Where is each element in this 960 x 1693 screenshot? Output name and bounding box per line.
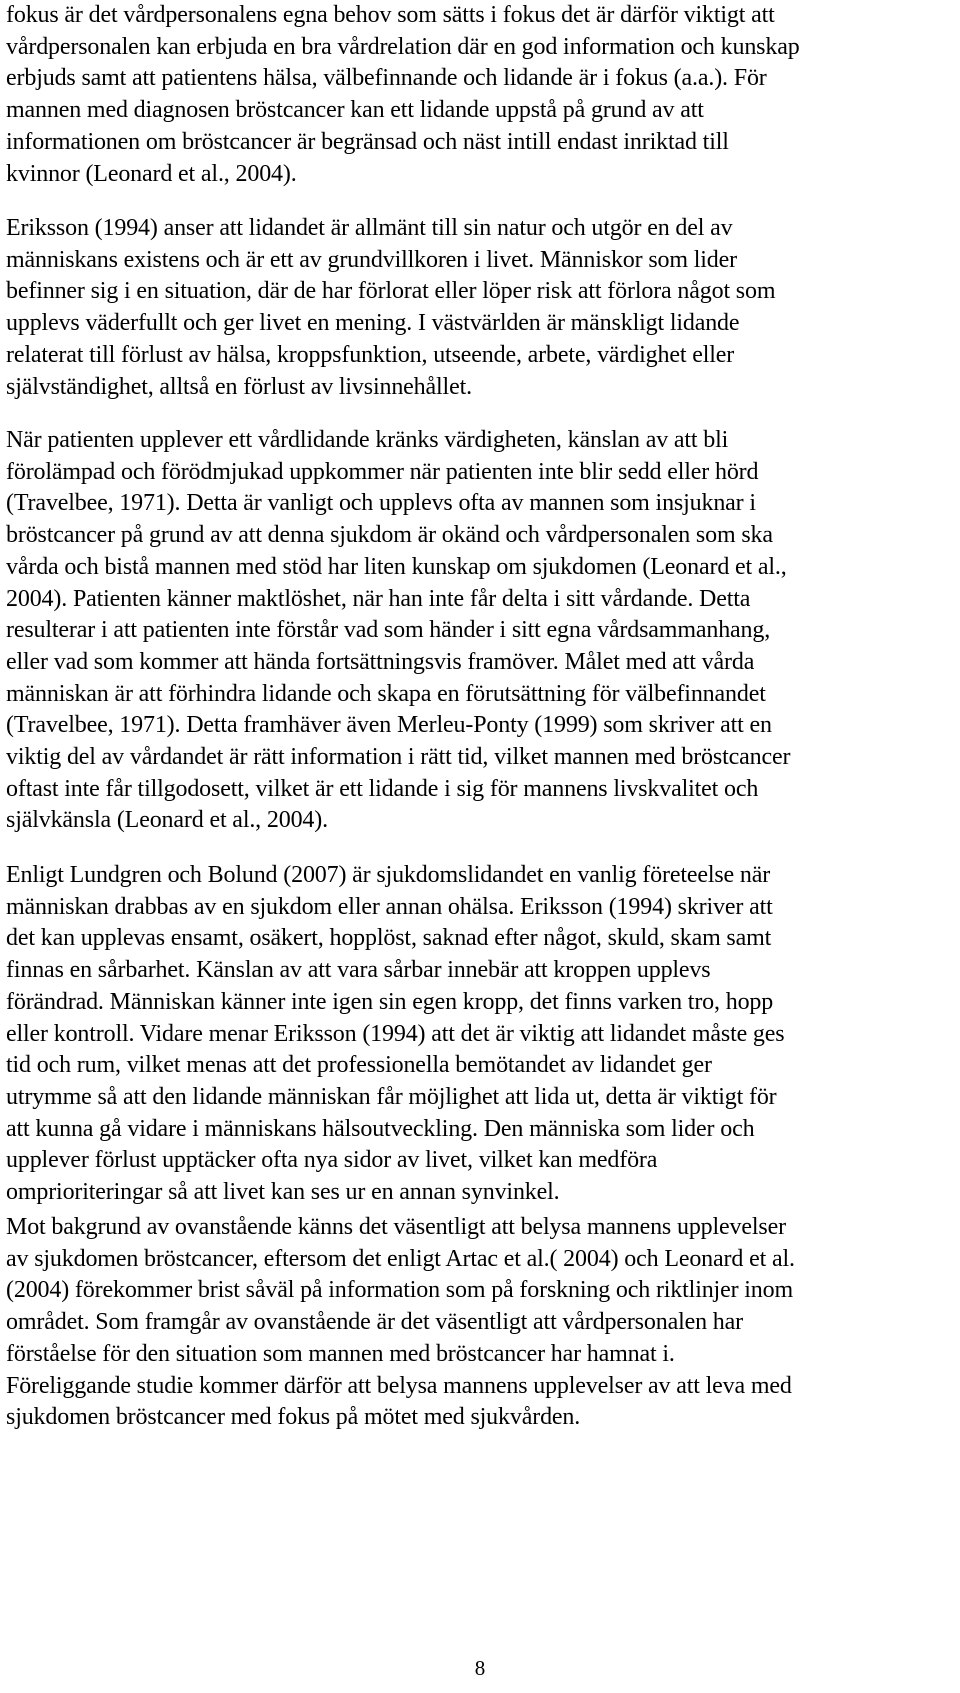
paragraph-disease-suffering: Enligt Lundgren och Bolund (2007) är sjukdomslidandet en vanlig företeelse när människan drabbas av en sjukdom eller annan ohälsa. Eriksson (1994) skriver att det kan upplevas ensamt, osäkert, hopplöst, saknad efter något, skuld, skam samt finnas en sårbarhet. Känslan av att vara sårbar innebär att kroppen upplevs förändrad. Människan känner inte igen sin egen kropp, det finns varken tro, hopp eller kontroll. Vidare menar Eriksson (1994) att det är viktig att lidandet måste ges tid och rum, vilket menas att det professionella bemötandet av lidandet ger utrymme så att den lidande människan får möjlighet att lida ut, detta är viktigt för att kunna gå vidare i människans hälsoutveckling. Den människa som lider och upplever förlust upptäcker ofta nya sidor av livet, vilket kan medföra omprioriteringar så att livet kan ses ur en annan synvinkel. — [6, 862, 785, 1206]
paragraph-care-suffering: När patienten upplever ett vårdlidande kränks värdigheten, känslan av att bli förolämpad och förödmjukad uppkommer när patienten inte blir sedd eller hörd (Travelbee, 1971). Detta är vanligt och upplevs ofta av mannen som insjuknar i bröstcancer på grund av att denna sjukdom är okänd och vårdpersonalen som ska vårda och bistå mannen med stöd har liten kunskap om sjukdomen (Leonard et al., 2004). Patienten känner maktlöshet, när han inte får delta i sitt vårdande. Detta resulterar i att patienten inte förstår vad som händer i sitt egna vårdsammanhang, eller vad som kommer att hända fortsättningsvis framöver. Målet med att vårda människan är att förhindra lidande och skapa en förutsättning för välbefinnandet (Travelbee, 1971). Detta framhäver även Merleu-Ponty (1999) som skriver att en viktig del av vårdandet är rätt information i rätt tid, vilket mannen med bröstcancer oftast inte får tillgodosett, vilket är ett lidande i sig för mannens livskvalitet och självkänsla (Leonard et al., 2004). — [6, 427, 791, 834]
page-number: 8 — [474, 1656, 486, 1680]
paragraph-continuation: fokus är det vårdpersonalens egna behov som sätts i fokus det är därför viktigt att vårdpersonalen kan erbjuda en bra vårdrelation där en god information och kunskap erbjuds samt att patientens hälsa, välbefinnande och lidande är i fokus (a.a.). För mannen med diagnosen bröstcancer kan ett lidande uppstå på grund av att informationen om bröstcancer är begränsad och näst intill endast inriktad till kvinnor (Leonard et al., 2004). — [6, 2, 800, 187]
paragraph-study-aim: Mot bakgrund av ovanstående känns det väsentligt att belysa mannens upplevelser av sjukdomen bröstcancer, eftersom det enligt Artac et al.( 2004) och Leonard et al. (2004) förekommer brist såväl på information som på forskning och riktlinjer inom området. Som framgår av ovanstående är det väsentligt att vårdpersonalen har förståelse för den situation som mannen med bröstcancer har hamnat i. Föreliggande studie kommer därför att belysa mannens upplevelser av att leva med sjukdomen bröstcancer med fokus på mötet med sjukvården. — [6, 1214, 795, 1431]
paragraph-eriksson-suffering: Eriksson (1994) anser att lidandet är allmänt till sin natur och utgör en del av människans existens och är ett av grundvillkoren i livet. Människor som lider befinner sig i en situation, där de har förlorat eller löper risk att förlora något som upplevs väderfullt och ger livet en mening. I västvärlden är mänskligt lidande relaterat till förlust av hälsa, kroppsfunktion, utseende, arbete, värdighet eller självständighet, alltså en förlust av livsinnehållet. — [6, 215, 776, 400]
